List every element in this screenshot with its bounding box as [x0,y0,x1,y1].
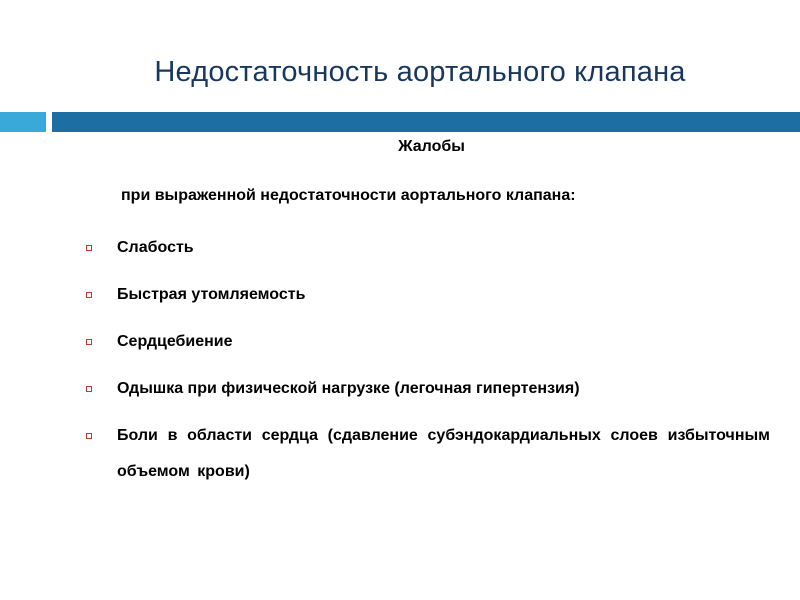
square-bullet-icon [86,245,92,251]
square-bullet-icon [86,339,92,345]
slide-title: Недостаточность аортального клапана [154,56,686,88]
list-item-text: Быстрая утомляемость [117,286,306,303]
section-intro-text: при выраженной недостаточности аортального клапана: [121,187,576,204]
title-underline-bar [52,112,800,132]
section-heading: Жалобы [398,138,465,155]
list-item-text: Боли в области сердца (сдавление субэндокардиальных слоев избыточным объемом крови) [117,427,770,480]
list-item-text: Одышка при физической нагрузке (легочная гипертензия) [117,380,580,397]
list-item-text: Сердцебиение [117,333,233,350]
square-bullet-icon [86,433,92,439]
list-item-text: Слабость [117,239,194,256]
title-underline-accent [0,112,46,132]
square-bullet-icon [86,386,92,392]
square-bullet-icon [86,292,92,298]
